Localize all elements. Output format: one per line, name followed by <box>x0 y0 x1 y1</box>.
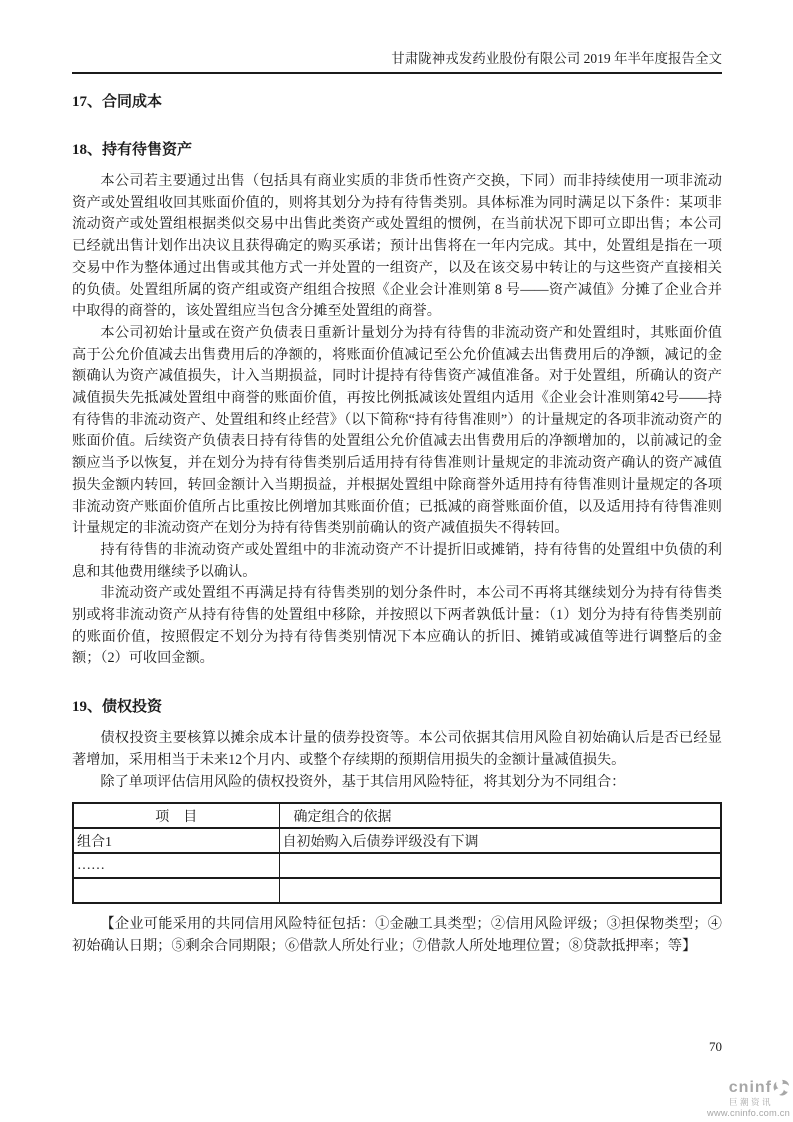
cninf-url: www.cninfo.com.cn <box>707 1107 790 1118</box>
body-paragraph: 本公司若主要通过出售（包括具有商业实质的非货币性资产交换，下同）而非持续使用一项非流动资产或处置组收回其账面价值的，则将其划分为持有待售类别。具体标准为同时满足以下条件：某项非流动资产或处置组根据类似交易中出售此类资产或处置组的惯例，在当前状况下即可立即出售；本公司已经就出售计划作出决议且获得确定的购买承诺；预计出售将在一年内完成。其中，处置组是指在一项交易中作为整体通过出售或其他方式一并处置的一组资产，以及在该交易中转让的与这些资产直接相关的负债。处置组所属的资产组或资产组组合按照《企业会计准则第 8 号——资产减值》分摊了企业合并中取得的商誉的，该处置组应当包含分摊至处置组的商誉。 <box>72 173 722 320</box>
section-heading-18: 18、持有待售资产 <box>72 142 193 158</box>
section-heading-17: 17、合同成本 <box>72 94 163 110</box>
report-header-title: 甘肃陇神戎发药业股份有限公司 2019 年半年度报告全文 <box>72 0 722 74</box>
table-cell <box>73 878 279 903</box>
cninf-logo <box>698 1079 790 1118</box>
body-paragraph: 除了单项评估信用风险的债权投资外，基于其信用风险特征，将其划分为不同组合： <box>100 773 626 790</box>
table-cell: …… <box>73 853 279 878</box>
page-content <box>72 0 722 958</box>
cninf-brand-text: cninf <box>728 1078 772 1096</box>
table-row <box>73 853 721 878</box>
credit-risk-grouping-table <box>72 802 722 904</box>
table-cell <box>279 853 721 878</box>
body-paragraph: 非流动资产或处置组不再满足持有待售类别的划分条件时，本公司不再将其继续划分为持有待售类别或将非流动资产从持有待售的处置组中移除，并按照以下两者孰低计量：（1）划分为持有待售类别前的账面价值，按照假定不划分为持有待售类别情况下本应确认的折旧、摊销或减值等进行调整后的金额；（2）可收回金额。 <box>72 585 722 667</box>
table-cell: 组合1 <box>73 828 279 853</box>
body-paragraph: 债权投资主要核算以摊余成本计量的债券投资等。本公司依据其信用风险自初始确认后是否已经显著增加，采用相当于未来12个月内、或整个存续期的预期信用损失的金额计量减值损失。 <box>72 730 722 768</box>
table-header-cell: 确定组合的依据 <box>279 803 721 828</box>
cninf-logo-top <box>698 1079 790 1096</box>
body-paragraph: 持有待售的非流动资产或处置组中的非流动资产不计提折旧或摊销，持有待售的处置组中负债的利息和其他费用继续予以确认。 <box>72 541 722 580</box>
cninf-swirl-icon <box>773 1079 790 1096</box>
table-cell <box>279 878 721 903</box>
table-header-cell: 项 目 <box>73 803 279 828</box>
body-paragraph: 本公司初始计量或在资产负债表日重新计量划分为持有待售的非流动资产和处置组时，其账面价值高于公允价值减去出售费用后的净额的，将账面价值减记至公允价值减去出售费用后的净额，减记的金额确认为资产减值损失，计入当期损益，同时计提持有待售资产减值准备。对于处置组，所确认的资产减值损失先抵减处置组中商誉的账面价值，再按比例抵减该处置组内适用《企业会计准则第42号——持有待售的非流动资产、处置组和终止经营》（以下简称“持有待售准则”）的计量规定的各项非流动资产的账面价值。后续资产负债表日持有待售的处置组公允价值减去出售费用后的净额增加的，以前减记的金额应当予以恢复，并在划分为持有待售类别后适用持有待售准则计量规定的非流动资产确认的资产减值损失金额内转回，转回金额计入当期损益，并根据处置组中除商誉外适用持有待售准则计量规定的各项非流动资产账面价值所占比重按比例增加其账面价值；已抵减的商誉账面价值，以及适用持有待售准则计量规定的非流动资产在划分为持有待售类别前确认的资产减值损失不得转回。 <box>72 324 722 537</box>
page-number: 70 <box>709 1039 722 1054</box>
section-heading-19: 19、债权投资 <box>72 699 163 716</box>
note-paragraph: 【企业可能采用的共同信用风险特征包括：①金融工具类型；②信用风险评级；③担保物类型；④初始确认日期；⑤剩余合同期限；⑥借款人所处行业；⑦借款人所处地理位置；⑧贷款抵押率；等】 <box>72 916 722 954</box>
table-header-row <box>73 803 721 828</box>
cninf-chinese-name: 巨潮资讯 <box>728 1097 773 1107</box>
table-row <box>73 878 721 903</box>
table-row <box>73 828 721 853</box>
table-cell: 自初始购入后债券评级没有下调 <box>279 828 721 853</box>
